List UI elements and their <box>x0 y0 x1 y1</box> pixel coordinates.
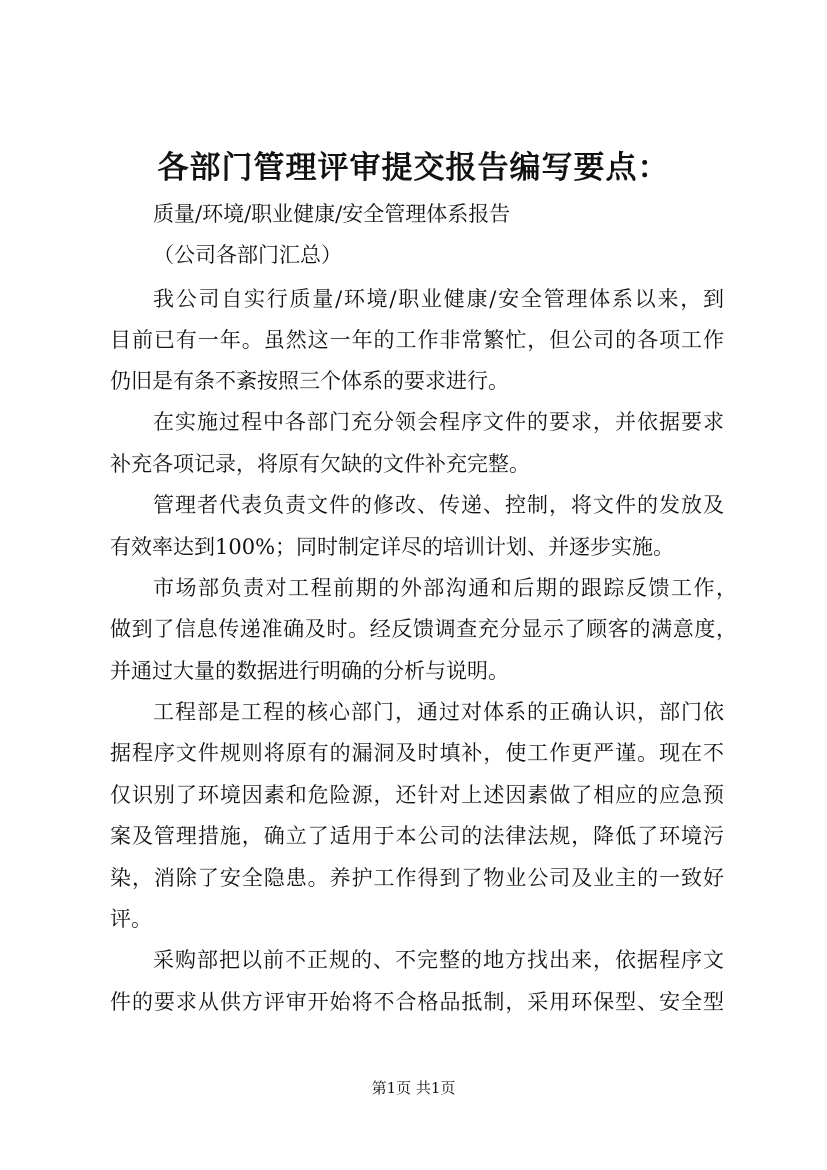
paragraph-line: 件的要求从供方评审开始将不合格品抵制，采用环保型、安全型 <box>110 990 724 1014</box>
paragraph-line: 管理者代表负责文件的修改、传递、控制，将文件的发放及 <box>153 493 724 517</box>
paragraph-line: 据程序文件规则将原有的漏洞及时填补，使工作更严谨。现在不 <box>110 741 724 765</box>
paragraph-line: 并通过大量的数据进行明确的分析与说明。 <box>110 659 509 683</box>
page-footer: 第1页 共1页 <box>371 1079 456 1097</box>
paragraph-line: 仍旧是有条不紊按照三个体系的要求进行。 <box>110 369 509 393</box>
paragraph-line: 目前已有一年。虽然这一年的工作非常繁忙，但公司的各项工作 <box>110 328 724 352</box>
paragraph-line: 补充各项记录，将原有欠缺的文件补充完整。 <box>110 452 530 476</box>
paragraph-line: 工程部是工程的核心部门，通过对体系的正确认识，部门依 <box>153 700 724 724</box>
paragraph-line: 案及管理措施，确立了适用于本公司的法律法规，降低了环境污 <box>110 824 724 848</box>
document-title: 各部门管理评审提交报告编写要点： <box>157 150 670 186</box>
paragraph-line: 评。 <box>110 907 152 931</box>
paragraph-line: 在实施过程中各部门充分领会程序文件的要求，并依据要求 <box>153 410 724 434</box>
document-subtitle: 质量/环境/职业健康/安全管理体系报告 <box>153 202 511 226</box>
paragraph-line: 有效率达到100%；同时制定详尽的培训计划、并逐步实施。 <box>110 535 675 559</box>
paragraph-line: 采购部把以前不正规的、不完整的地方找出来，依据程序文 <box>153 948 724 972</box>
paragraph-line: 仅识别了环境因素和危险源，还针对上述因素做了相应的应急预 <box>110 783 724 807</box>
document-note: （公司各部门汇总） <box>153 243 342 267</box>
paragraph-line: 染，消除了安全隐患。养护工作得到了物业公司及业主的一致好 <box>110 866 724 890</box>
paragraph-line: 做到了信息传递准确及时。经反馈调查充分显示了顾客的满意度， <box>110 617 737 641</box>
paragraph-line: 市场部负责对工程前期的外部沟通和后期的跟踪反馈工作， <box>153 576 737 600</box>
paragraph-line: 我公司自实行质量/环境/职业健康/安全管理体系以来，到 <box>153 287 724 311</box>
